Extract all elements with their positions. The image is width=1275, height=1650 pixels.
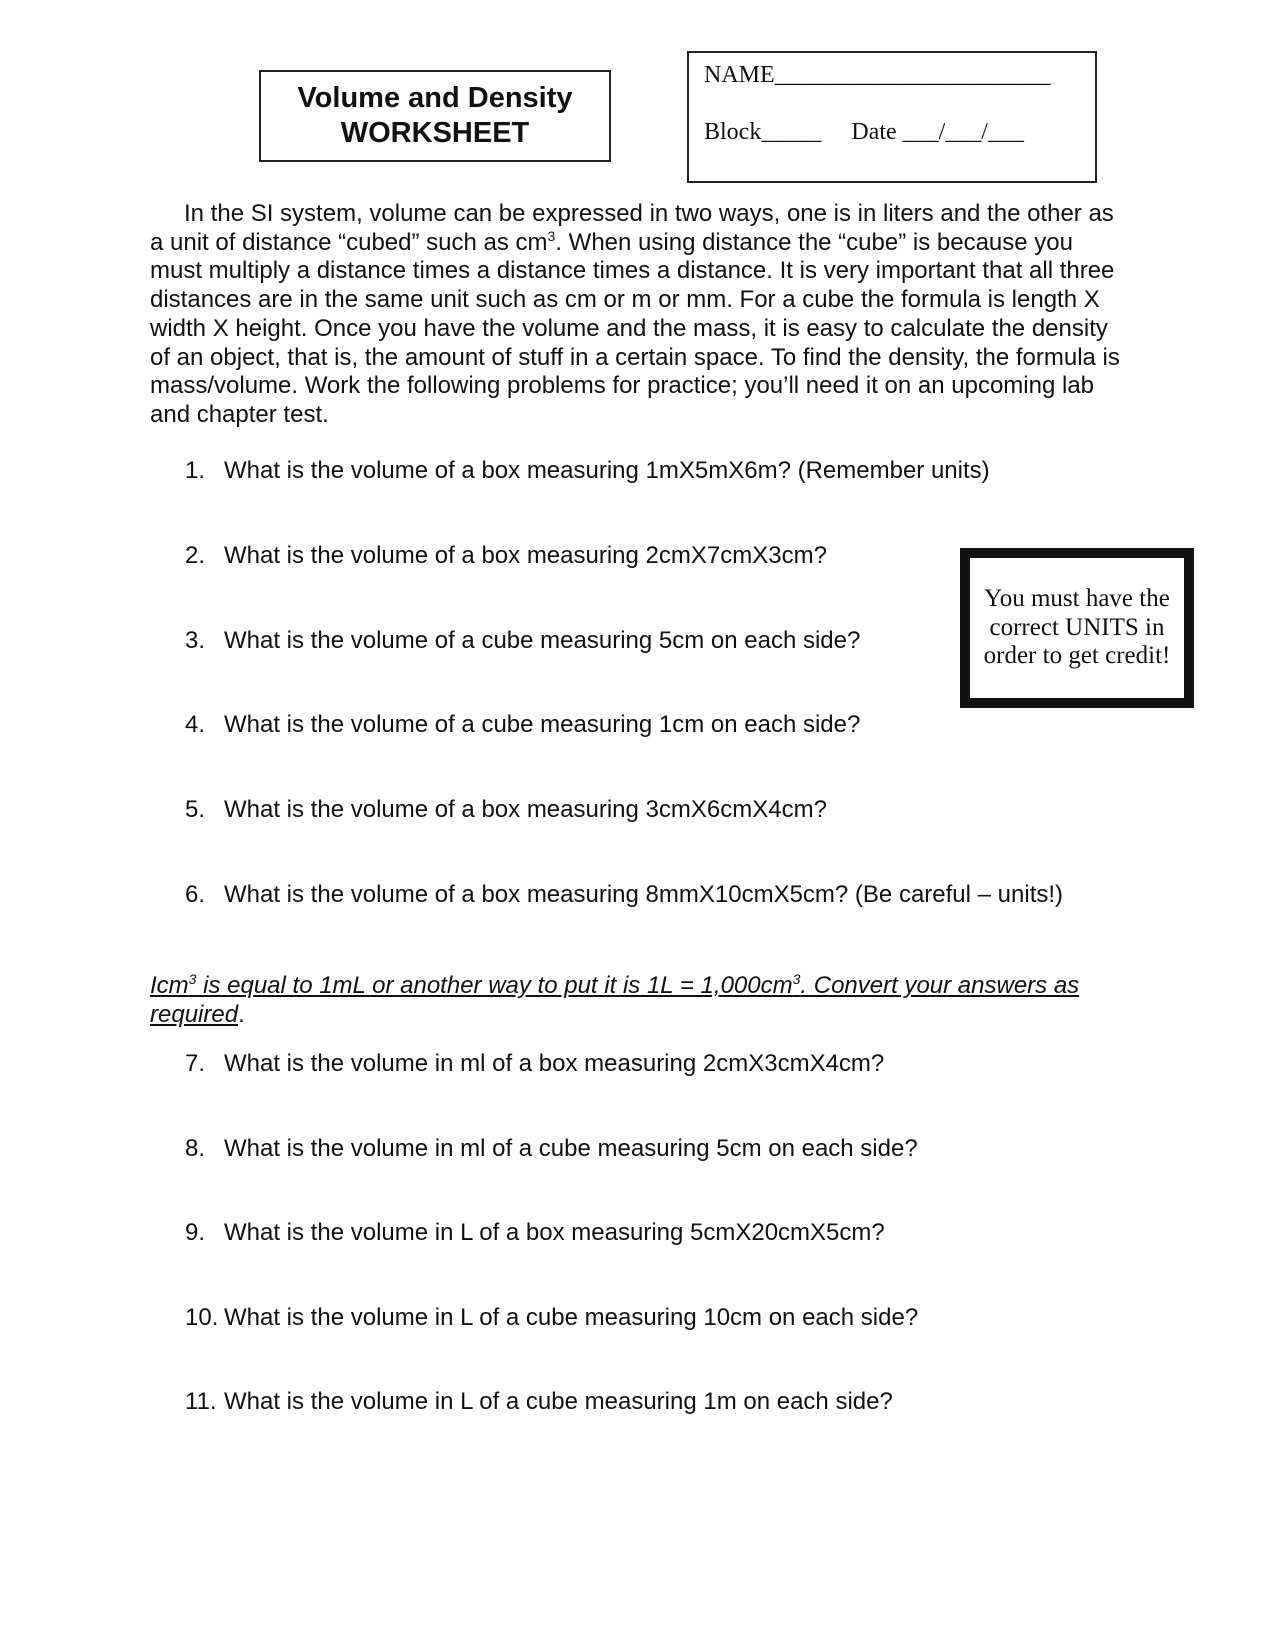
question-1 [185,457,990,485]
question-text: What is the volume in L of a cube measuring 1m on each side? [224,1388,893,1415]
question-4 [185,711,860,739]
question-text: What is the volume in ml of a box measuring 2cmX3cmX4cm? [224,1050,885,1077]
intro-text-1: In the SI system, volume can be expressed in two ways, one is in liters and the other as a unit of distance “cubed” such as cm [150,200,1114,256]
question-7 [185,1050,884,1078]
date-field[interactable]: Date ___/___/___ [851,119,1024,145]
question-text: What is the volume of a box measuring 8mmX10cmX5cm? (Be careful – units!) [224,881,1064,908]
block-field[interactable]: Block_____ [704,119,822,145]
question-11 [185,1388,893,1416]
question-text: What is the volume of a cube measuring 5cm on each side? [224,627,861,654]
question-number: 4. [185,711,206,738]
question-text: What is the volume in L of a box measuring 5cmX20cmX5cm? [224,1219,885,1246]
question-10 [185,1304,918,1332]
conversion-superscript-1: 3 [188,971,197,987]
student-info-box [687,51,1097,183]
units-reminder-text: You must have the correct UNITS in order to get credit! [983,585,1171,670]
question-3 [185,627,860,655]
conversion-text-a: Icm [150,972,189,999]
conversion-superscript-2: 3 [792,971,801,987]
question-8 [185,1135,918,1163]
question-number: 9. [185,1219,206,1246]
question-number: 10. [185,1304,219,1331]
question-text: What is the volume of a box measuring 1mX5mX6m? (Remember units) [224,457,990,484]
name-field[interactable]: NAME_______________________ [704,62,1051,88]
question-text: What is the volume in L of a cube measuring 10cm on each side? [224,1304,919,1331]
question-text: What is the volume in ml of a cube measuring 5cm on each side? [224,1135,918,1162]
question-number: 1. [185,457,206,484]
conversion-text-b: is equal to 1mL or another way to put it is 1L = 1,000cm [196,972,793,999]
units-reminder-box [960,548,1194,708]
question-2 [185,542,827,570]
question-number: 6. [185,881,206,908]
question-text: What is the volume of a box measuring 3cmX6cmX4cm? [224,796,827,823]
question-number: 5. [185,796,206,823]
question-5 [185,796,827,824]
worksheet-title-box [259,70,611,162]
question-text: What is the volume of a cube measuring 1cm on each side? [224,711,861,738]
question-number: 2. [185,542,206,569]
intro-superscript: 3 [547,227,556,244]
question-6 [185,881,1063,909]
block-date-row [704,119,1024,146]
question-9 [185,1219,885,1247]
question-number: 11. [185,1388,217,1415]
question-number: 3. [185,627,206,654]
worksheet-subtitle: WORKSHEET [340,117,530,149]
intro-paragraph [150,200,1130,430]
conversion-text-c: . Convert your answers as required [150,972,1080,1028]
question-text: What is the volume of a box measuring 2cmX7cmX3cm? [224,542,827,569]
question-number: 8. [185,1135,206,1162]
question-number: 7. [185,1050,206,1077]
conversion-text-d: . [238,1001,245,1028]
intro-text-2: . When using distance the “cube” is because you must multiply a distance times a distance times a distance. It is very important that all three distances are in the same unit such as cm or m or mm. For a cube the formula is length X width X height. Once you have the volume and the mass, it is easy to calculate the density of an object, that is, the amount of stuff in a certain space. To find the density, the formula is mass/volume. Work the following problems for practice; you’ll need it on an upcoming lab and chapter test. [150,228,1120,428]
conversion-note [150,971,1130,1029]
worksheet-title: Volume and Density [297,82,573,114]
